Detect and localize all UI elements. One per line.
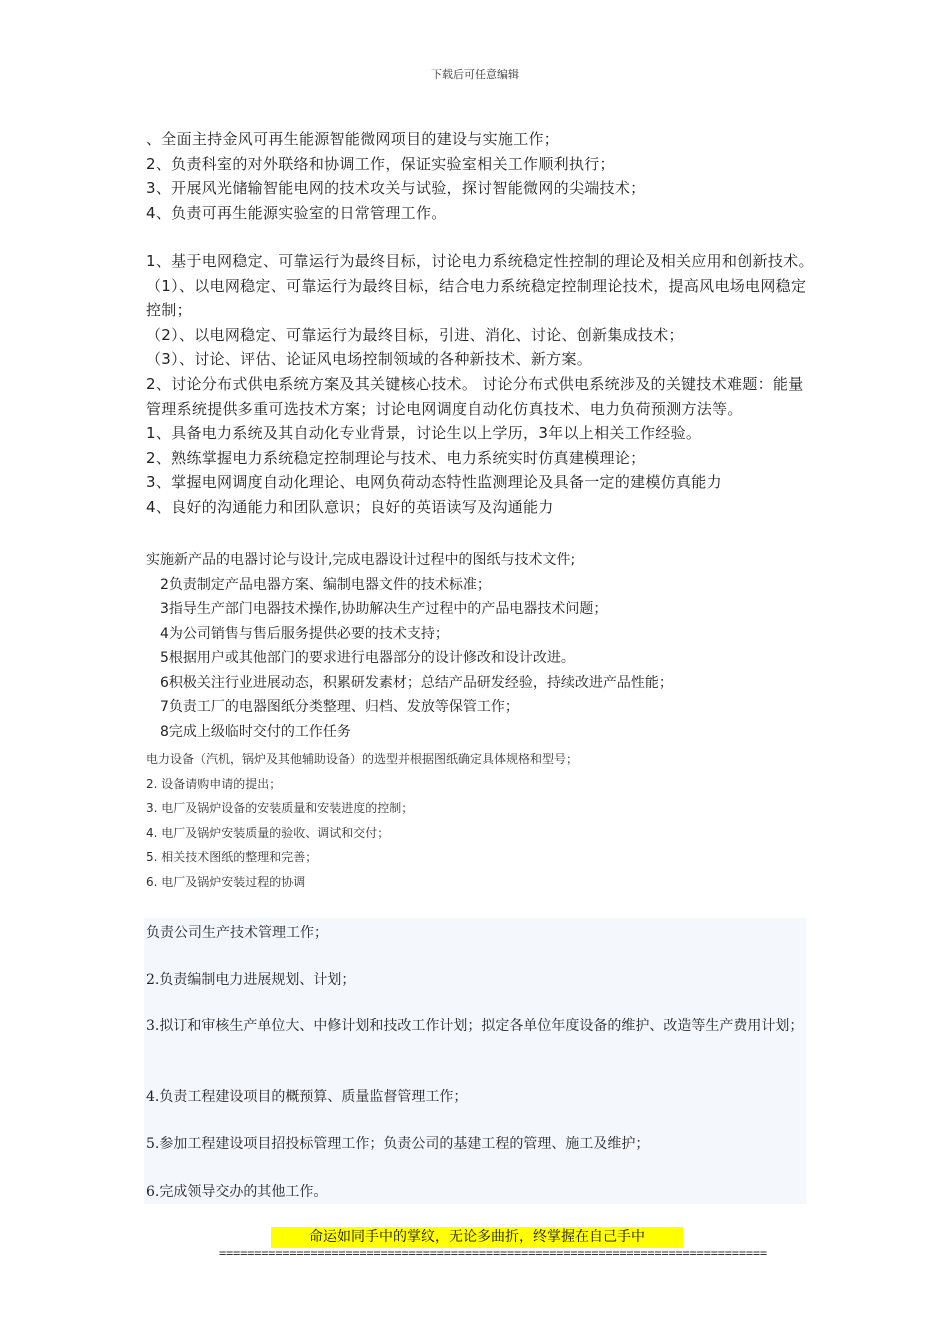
list-item: （3）、讨论、评估、论证风电场控制领域的各种新技术、新方案。 bbox=[146, 350, 593, 369]
list-item: 2、讨论分布式供电系统方案及其关键核心技术。 讨论分布式供电系统涉及的关键技术难题：能量管理系统提供多重可选技术方案；讨论电网调度自动化仿真技术、电力负荷预测方法等。 bbox=[146, 374, 804, 418]
list-item: 5根据用户或其他部门的要求进行电器部分的设计修改和设计改进。 bbox=[160, 650, 575, 666]
list-item: 6. 电厂及锅炉安装过程的协调 bbox=[146, 874, 306, 889]
footer-rule: ============================================================================== bbox=[219, 1246, 767, 1260]
section-equipment bbox=[146, 747, 816, 895]
list-item: 1、具备电力系统及其自动化专业背景，讨论生以上学历，3年以上相关工作经验。 bbox=[146, 424, 702, 443]
list-item: 4、负责可再生能源实验室的日常管理工作。 bbox=[146, 203, 447, 222]
list-item: 负责公司生产技术管理工作； bbox=[146, 925, 328, 941]
section-electrical-design bbox=[146, 548, 816, 744]
section-production-management bbox=[144, 918, 806, 1204]
list-item: 4、良好的沟通能力和团队意识；良好的英语读写及沟通能力 bbox=[146, 497, 554, 516]
list-item: 6积极关注行业进展动态，积累研发素材；总结产品研发经验，持续改进产品性能； bbox=[160, 674, 673, 691]
list-item: 2、熟练掌握电力系统稳定控制理论与技术、电力系统实时仿真建模理论； bbox=[146, 448, 646, 467]
list-item: 电力设备（汽机，锅炉及其他辅助设备）的选型并根据图纸确定具体规格和型号； bbox=[146, 752, 579, 766]
footer-motto: 命运如同手中的掌纹，无论多曲折，终掌握在自己手中 bbox=[271, 1227, 683, 1248]
list-item: 8完成上级临时交付的工作任务 bbox=[160, 723, 351, 740]
list-item: 4. 电厂及锅炉安装质量的验收、调试和交付； bbox=[146, 825, 390, 840]
list-item: 6.完成领导交办的其他工作。 bbox=[146, 1184, 328, 1200]
list-item: 3指导生产部门电器技术操作,协助解决生产过程中的产品电器技术问题； bbox=[160, 601, 608, 617]
section-lab-duties bbox=[146, 127, 816, 225]
list-item: 、全面主持金风可再生能源智能微网项目的建设与实施工作； bbox=[146, 130, 560, 148]
list-item: （2）、以电网稳定、可靠运行为最终目标，引进、消化、讨论、创新集成技术； bbox=[146, 325, 684, 344]
list-item: 3.拟订和审核生产单位大、中修计划和技改工作计划；拟定各单位年度设备的维护、改造等生产费用计划； bbox=[146, 1018, 804, 1034]
list-item: 5.参加工程建设项目招投标管理工作；负责公司的基建工程的管理、施工及维护； bbox=[146, 1136, 650, 1152]
list-item: 实施新产品的电器讨论与设计,完成电器设计过程中的图纸与技术文件; bbox=[146, 552, 576, 568]
section-research-duties bbox=[146, 249, 816, 520]
list-item: 2. 设备请购申请的提出； bbox=[146, 776, 282, 791]
list-item: 2负责制定产品电器方案、编制电器文件的技术标准； bbox=[160, 576, 491, 593]
list-item: 5. 相关技术图纸的整理和完善； bbox=[146, 850, 318, 865]
list-item: 2、负责科室的对外联络和协调工作，保证实验室相关工作顺利执行； bbox=[146, 154, 615, 173]
list-item: 4为公司销售与售后服务提供必要的技术支持； bbox=[160, 625, 449, 642]
list-item: 3. 电厂及锅炉设备的安装质量和安装进度的控制； bbox=[146, 801, 414, 816]
list-item: 2.负责编制电力进展规划、计划； bbox=[146, 972, 356, 988]
list-item: 7负责工厂的电器图纸分类整理、归档、发放等保管工作； bbox=[160, 699, 519, 715]
list-item: 3、开展风光储输智能电网的技术攻关与试验，探讨智能微网的尖端技术； bbox=[146, 179, 646, 198]
list-item: 4.负责工程建设项目的概预算、质量监督管理工作； bbox=[146, 1089, 468, 1105]
page-header: 下载后可任意编辑 bbox=[431, 68, 519, 81]
list-item: 3、掌握电网调度自动化理论、电网负荷动态特性监测理论及具备一定的建模仿真能力 bbox=[146, 473, 722, 492]
list-item: 1、基于电网稳定、可靠运行为最终目标，讨论电力系统稳定性控制的理论及相关应用和创新技术。 （1）、以电网稳定、可靠运行为最终目标，结合电力系统稳定控制理论技术，提高风电场电网稳定控制； bbox=[146, 252, 814, 320]
